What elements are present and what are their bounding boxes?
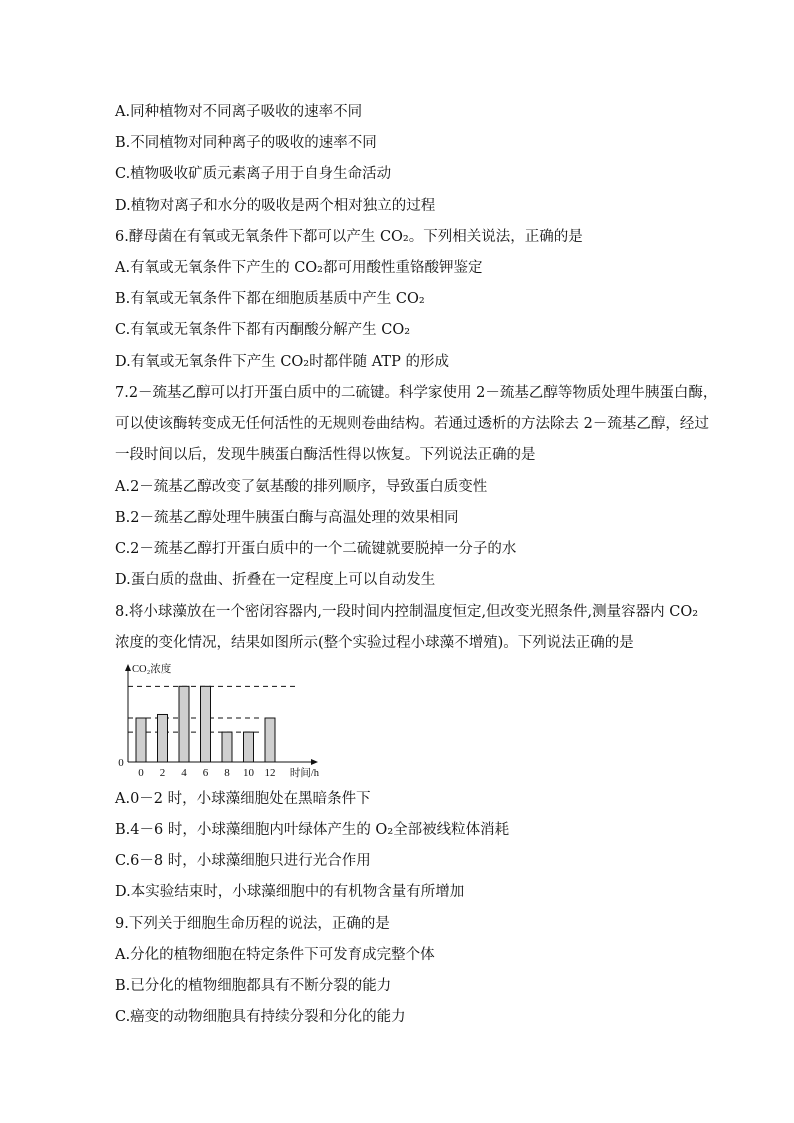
x-tick-label: 0 [138, 767, 144, 779]
q7-stem-line3: 一段时间以后，发现牛胰蛋白酶活性得以恢复。下列说法正确的是 [115, 447, 536, 463]
x-tick-label: 12 [264, 767, 276, 779]
q8-stem-line1: 8.将小球藻放在一个密闭容器内,一段时间内控制温度恒定,但改变光照条件,测量容器内 CO₂ [115, 604, 699, 620]
q6-option-c: C.有氧或无氧条件下都有丙酮酸分解产生 CO₂ [115, 322, 411, 338]
q9-option-c: C.癌变的动物细胞具有持续分裂和分化的能力 [115, 1009, 406, 1025]
bar [158, 714, 168, 762]
q5-option-a: A.同种植物对不同离子吸收的速率不同 [115, 104, 363, 120]
q9-option-a: A.分化的植物细胞在特定条件下可发育成完整个体 [115, 947, 435, 963]
q9-stem: 9.下列关于细胞生命历程的说法，正确的是 [115, 916, 390, 932]
x-tick-label: 2 [159, 767, 166, 779]
bar [222, 732, 232, 762]
q7-option-c: C.2－巯基乙醇打开蛋白质中的一个二硫键就要脱掉一分子的水 [115, 541, 517, 557]
x-axis-arrow [311, 759, 318, 765]
q7-option-d: D.蛋白质的盘曲、折叠在一定程度上可以自动发生 [115, 572, 436, 588]
q7-stem-line1: 7.2－巯基乙醇可以打开蛋白质中的二硫键。科学家使用 2－巯基乙醇等物质处理牛胰蛋白酶， [115, 385, 718, 401]
y-axis-label: CO₂浓度 [132, 664, 172, 675]
q7-stem-line2: 可以使该酶转变成无任何活性的无规则卷曲结构。若通过透析的方法除去 2－巯基乙醇，经过 [115, 416, 709, 432]
bar [244, 732, 254, 762]
q6-option-a: A.有氧或无氧条件下产生的 CO₂都可用酸性重铬酸钾鉴定 [115, 260, 483, 276]
x-axis-label: 时间/h [289, 768, 319, 779]
q8-option-c: C.6－8 时，小球藻细胞只进行光合作用 [115, 853, 371, 869]
q8-option-d: D.本实验结束时，小球藻细胞中的有机物含量有所增加 [115, 884, 465, 900]
x-tick-label: 8 [224, 767, 230, 779]
q7-option-a: A.2－巯基乙醇改变了氨基酸的排列顺序，导致蛋白质变性 [115, 479, 488, 495]
x-tick-label: 10 [243, 767, 254, 779]
q9-option-b: B.已分化的植物细胞都具有不断分裂的能力 [115, 978, 392, 994]
q6-option-b: B.有氧或无氧条件下都在细胞质基质中产生 CO₂ [115, 291, 425, 307]
q8-stem-line2: 浓度的变化情况，结果如图所示(整个实验过程小球藻不增殖)。下列说法正确的是 [115, 635, 634, 651]
bar [179, 686, 189, 762]
q7-option-b: B.2－巯基乙醇处理牛胰蛋白酶与高温处理的效果相同 [115, 510, 459, 526]
q8-option-b: B.4－6 时，小球藻细胞内叶绿体产生的 O₂全部被线粒体消耗 [115, 822, 510, 838]
x-tick-label: 4 [181, 767, 187, 779]
bar [265, 718, 275, 762]
origin-label: 0 [118, 757, 124, 769]
bar [201, 686, 211, 762]
x-tick-label: 6 [202, 767, 209, 779]
y-axis-arrow [125, 664, 131, 671]
bar [136, 718, 146, 762]
q6-stem: 6.酵母菌在有氧或无氧条件下都可以产生 CO₂。下列相关说法，正确的是 [115, 229, 583, 245]
q6-option-d: D.有氧或无氧条件下产生 CO₂时都伴随 ATP 的形成 [115, 354, 449, 370]
co2-chart [112, 660, 327, 780]
q5-option-d: D.植物对离子和水分的吸收是两个相对独立的过程 [115, 198, 436, 214]
q8-option-a: A.0－2 时，小球藻细胞处在黑暗条件下 [115, 791, 371, 807]
q5-option-c: C.植物吸收矿质元素离子用于自身生命活动 [115, 166, 392, 182]
q5-option-b: B.不同植物对同种离子的吸收的速率不同 [115, 135, 377, 151]
